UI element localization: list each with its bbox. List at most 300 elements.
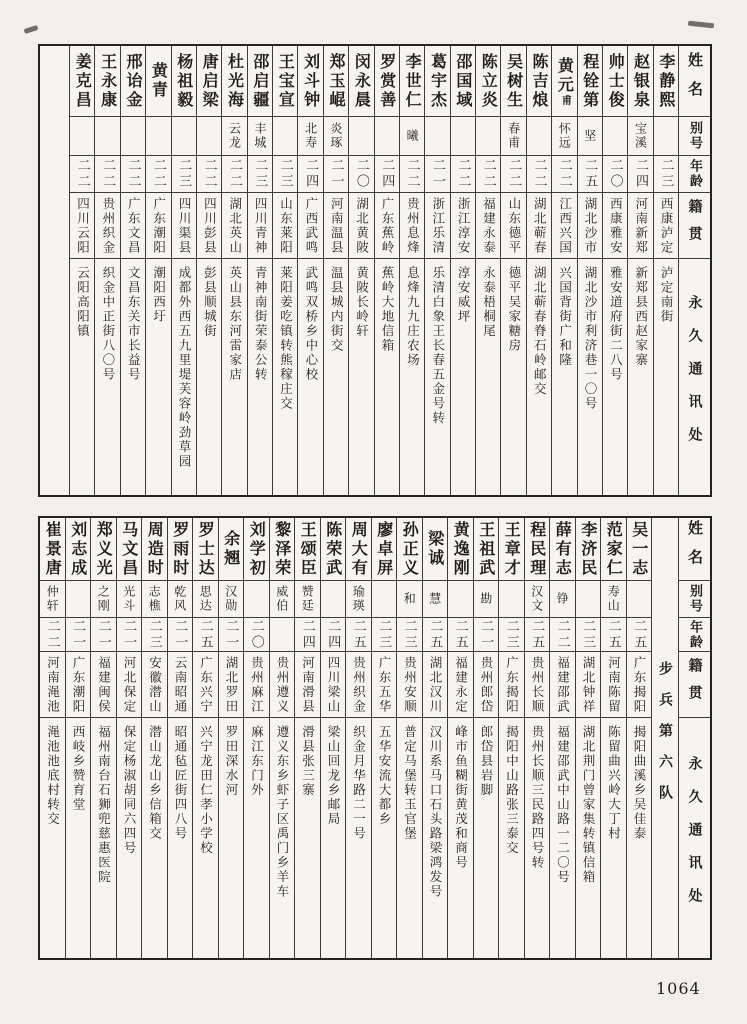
origin-cell — [578, 193, 602, 259]
alias-cell — [346, 581, 371, 618]
name-cell — [193, 518, 218, 581]
address-cell — [270, 718, 295, 958]
origin-cell — [298, 193, 322, 259]
address-cell — [244, 718, 269, 958]
age-cell — [474, 618, 499, 652]
person-column — [94, 46, 119, 495]
name-cell-text: 梁诚 — [425, 530, 445, 568]
address-cell-text: 福州南台石狮兜慈惠医院 — [96, 725, 112, 885]
origin-cell — [451, 193, 475, 259]
origin-cell — [193, 652, 218, 718]
address-cell-text: 乐清白象王长春五金号转 — [430, 266, 446, 426]
origin-cell — [117, 652, 142, 718]
address-cell — [372, 718, 397, 958]
age-cell-text: 二〇 — [607, 158, 623, 190]
origin-cell-text: 福建邵武 — [555, 655, 571, 714]
age-cell — [91, 618, 116, 652]
name-cell-small-suffix: 甫 — [559, 95, 571, 105]
origin-cell-text: 河北保定 — [122, 655, 137, 714]
age-cell-text: 二五 — [582, 158, 598, 190]
age-cell-text: 二五 — [197, 618, 213, 651]
header-address-cell — [679, 259, 710, 495]
address-cell — [117, 718, 142, 958]
age-cell-text: 二一 — [223, 618, 239, 651]
address-cell — [451, 259, 475, 495]
roster-table-lower-infantry-sixth-squad — [38, 516, 712, 960]
alias-cell — [578, 117, 602, 156]
origin-cell-text: 湖北黄陂 — [354, 196, 370, 255]
alias-cell — [117, 581, 142, 618]
origin-cell-text: 浙江淳安 — [456, 196, 472, 255]
name-cell-text: 李静熙 — [656, 52, 676, 110]
origin-cell — [576, 652, 601, 718]
address-cell — [552, 259, 576, 495]
address-cell-text: 昭通毡匠街四八号 — [173, 725, 188, 841]
age-cell — [172, 156, 196, 193]
header-column — [678, 46, 710, 495]
origin-cell-text: 贵州织金 — [351, 655, 367, 714]
origin-cell — [146, 193, 170, 259]
address-cell-text: 贵州长顺三民路四号转 — [530, 725, 545, 870]
origin-cell-text: 贵州织金 — [100, 196, 116, 255]
origin-cell — [525, 652, 550, 718]
person-column — [475, 46, 500, 495]
address-cell — [298, 259, 322, 495]
origin-cell — [372, 652, 397, 718]
name-cell-text: 王宝宣 — [276, 52, 296, 110]
address-cell-text: 郎岱县岩脚 — [479, 725, 494, 798]
name-cell — [578, 46, 602, 117]
age-cell-text: 二二 — [125, 158, 141, 190]
address-cell-text: 汉川系马口石头路梁鸿发号 — [428, 725, 443, 899]
person-column — [424, 46, 449, 495]
age-cell-text: 二一 — [172, 618, 188, 651]
name-cell — [295, 518, 320, 581]
address-cell-text: 英山县东河雷家店 — [227, 266, 243, 382]
alias-cell — [474, 581, 499, 618]
address-cell-text: 梁山回龙乡邮局 — [326, 725, 341, 827]
alias-cell — [298, 117, 322, 156]
name-cell — [91, 518, 116, 581]
origin-cell-text: 广东兴宁 — [198, 655, 214, 714]
person-column — [40, 518, 65, 958]
empty-trailing-column — [40, 46, 69, 495]
age-cell-text: 二四 — [299, 618, 315, 651]
name-cell — [527, 46, 551, 117]
name-cell — [273, 46, 297, 117]
origin-cell-text: 河南陈留 — [606, 655, 622, 714]
name-cell — [66, 518, 91, 581]
alias-cell — [627, 581, 652, 618]
age-cell — [219, 618, 244, 652]
origin-cell-text: 河南渑池 — [45, 655, 61, 714]
name-cell-text: 吴一志 — [629, 520, 649, 578]
alias-cell — [423, 581, 448, 618]
alias-cell — [476, 117, 500, 156]
address-cell — [425, 259, 449, 495]
name-cell — [197, 46, 221, 117]
address-cell-text: 德平吴家糖房 — [506, 266, 522, 353]
person-column — [145, 46, 170, 495]
origin-cell — [40, 652, 65, 718]
header-alias-cell — [679, 117, 710, 156]
person-column — [65, 518, 91, 958]
origin-cell — [219, 652, 244, 718]
address-cell-text: 云阳高阳镇 — [75, 266, 91, 339]
header-name-cell — [679, 518, 710, 581]
alias-cell — [95, 117, 119, 156]
person-column — [348, 46, 373, 495]
name-cell — [270, 518, 295, 581]
age-cell-text: 二五 — [427, 618, 443, 651]
address-cell-text: 潜山龙山乡信箱交 — [147, 725, 163, 841]
name-cell-text: 郑玉崐 — [326, 52, 346, 110]
origin-cell — [448, 652, 473, 718]
origin-cell — [66, 652, 91, 718]
address-cell-text: 兴宁龙田仁孝小学校 — [198, 725, 214, 856]
alias-cell — [40, 581, 65, 618]
age-cell — [324, 156, 348, 193]
alias-cell-text: 志樵 — [147, 585, 162, 613]
origin-cell-text: 福建永泰 — [481, 196, 497, 255]
alias-cell — [324, 117, 348, 156]
address-cell — [423, 718, 448, 958]
age-cell-text: 二一 — [328, 158, 344, 190]
person-column — [500, 46, 525, 495]
origin-cell — [197, 193, 221, 259]
origin-cell-text: 贵州息烽 — [405, 196, 421, 255]
name-cell-text: 王颂臣 — [298, 520, 318, 578]
address-cell — [474, 718, 499, 958]
origin-cell — [70, 193, 94, 259]
header-name-cell-text: 姓名 — [686, 520, 704, 578]
alias-cell — [193, 581, 218, 618]
person-column — [167, 518, 193, 958]
name-cell-text: 孙正义 — [400, 520, 420, 578]
address-cell-text: 息烽九九庄农场 — [405, 266, 421, 368]
alias-cell-text: 威伯 — [274, 585, 289, 613]
alias-cell — [244, 581, 269, 618]
origin-cell — [168, 652, 193, 718]
person-column — [575, 518, 601, 958]
address-cell-text: 揭阳中山路张三泰交 — [504, 725, 520, 856]
age-cell-text: 二三 — [401, 618, 417, 651]
age-cell — [248, 156, 272, 193]
name-cell-text: 周大有 — [349, 520, 369, 578]
alias-cell — [552, 117, 576, 156]
alias-cell-text: 云龙 — [227, 122, 242, 150]
alias-cell — [525, 581, 550, 618]
age-cell — [346, 618, 371, 652]
age-cell-text: 二二 — [74, 158, 90, 190]
address-cell-text: 湖北蕲春脊石岭邮交 — [532, 266, 548, 397]
age-cell — [66, 618, 91, 652]
age-cell — [601, 618, 626, 652]
origin-cell-text: 四川渠县 — [176, 196, 192, 255]
age-cell — [168, 618, 193, 652]
origin-cell-text: 四川梁山 — [326, 655, 341, 714]
address-cell — [40, 718, 65, 958]
age-cell — [425, 156, 449, 193]
name-cell — [601, 518, 626, 581]
alias-cell — [197, 117, 221, 156]
address-cell-text: 麻江东门外 — [249, 725, 265, 798]
origin-cell — [654, 193, 678, 259]
person-column — [272, 46, 297, 495]
age-cell — [142, 618, 167, 652]
origin-cell — [476, 193, 500, 259]
alias-cell — [400, 117, 424, 156]
name-cell — [550, 518, 575, 581]
age-cell-text: 二三 — [658, 158, 674, 190]
name-cell-text: 廖卓屏 — [374, 520, 394, 578]
origin-cell-text: 广东潮阳 — [151, 196, 167, 255]
person-column — [627, 46, 652, 495]
age-cell — [375, 156, 399, 193]
name-cell — [501, 46, 525, 117]
name-cell — [423, 518, 448, 581]
name-cell-text: 唐启梁 — [200, 52, 220, 110]
alias-cell — [70, 117, 94, 156]
name-cell-text: 杜光海 — [225, 52, 245, 110]
origin-cell-text: 湖北罗田 — [224, 655, 239, 714]
address-cell — [324, 259, 348, 495]
origin-cell-text: 四川云阳 — [75, 196, 91, 255]
address-cell — [172, 259, 196, 495]
address-cell-text: 滑县张三寨 — [300, 725, 316, 798]
alias-cell — [168, 581, 193, 618]
alias-cell-text: 仲轩 — [45, 585, 60, 613]
address-cell — [550, 718, 575, 958]
age-cell-text: 二一 — [478, 618, 494, 651]
alias-cell — [321, 581, 346, 618]
age-cell-text: 二五 — [605, 618, 621, 651]
origin-cell-text: 广东文昌 — [126, 196, 142, 255]
address-cell-text: 武鸣双桥乡中心校 — [303, 266, 319, 382]
person-column — [422, 518, 448, 958]
address-cell-text: 兴国背街广和隆 — [557, 266, 573, 368]
person-column — [192, 518, 218, 958]
address-cell-text: 文昌东关市长益号 — [126, 266, 142, 382]
name-cell — [219, 518, 244, 581]
section-label-cell-text: 步兵第六队 — [657, 660, 673, 816]
age-cell — [117, 618, 142, 652]
address-cell — [295, 718, 320, 958]
origin-cell — [601, 652, 626, 718]
alias-cell-text: 曦 — [405, 129, 420, 143]
address-cell-text: 罗田深水河 — [224, 725, 239, 798]
alias-cell-text: 乾风 — [172, 585, 187, 613]
address-cell-text: 成都外西五九里堤芙容岭劲草园 — [176, 266, 192, 469]
age-cell-text: 二一 — [95, 618, 111, 651]
age-cell-text: 二〇 — [353, 158, 369, 190]
person-column — [396, 518, 422, 958]
age-cell — [321, 618, 346, 652]
age-cell — [448, 618, 473, 652]
address-cell — [219, 718, 244, 958]
alias-cell-text: 丰城 — [252, 122, 267, 150]
age-cell — [628, 156, 652, 193]
header-origin-cell-text: 籍贯 — [686, 657, 703, 712]
alias-cell — [219, 581, 244, 618]
person-column — [323, 46, 348, 495]
name-cell-text: 罗雨时 — [170, 520, 190, 578]
person-column — [171, 46, 196, 495]
name-cell — [476, 46, 500, 117]
name-cell — [321, 518, 346, 581]
address-cell-text: 保定杨淑胡同六四号 — [122, 725, 137, 856]
person-column — [447, 518, 473, 958]
name-cell-text: 陈荣武 — [323, 520, 343, 578]
name-cell-text: 刘学初 — [247, 520, 267, 578]
person-column — [374, 46, 399, 495]
age-cell — [273, 156, 297, 193]
address-cell-text: 织金月华路二一号 — [351, 725, 367, 841]
age-cell-text: 二二 — [506, 158, 522, 190]
age-cell-text: 二四 — [325, 618, 341, 651]
name-cell-text: 范家仁 — [604, 520, 624, 578]
origin-cell — [324, 193, 348, 259]
address-cell — [273, 259, 297, 495]
name-cell-text: 姜克昌 — [73, 52, 93, 110]
address-cell-text: 潮阳西圩 — [151, 266, 167, 324]
address-cell — [476, 259, 500, 495]
scan-artifact-top-left — [24, 25, 39, 34]
alias-cell — [576, 581, 601, 618]
name-cell — [172, 46, 196, 117]
alias-cell-text: 汉勋 — [223, 585, 238, 613]
section-label-cell — [652, 518, 678, 958]
name-cell — [244, 518, 269, 581]
address-cell-text: 峰市鱼糊街黄茂和商号 — [453, 725, 469, 870]
header-origin-cell — [679, 193, 710, 259]
person-column — [196, 46, 221, 495]
header-age-cell — [679, 618, 710, 652]
address-cell-text: 新郑县西赵家寨 — [633, 266, 649, 368]
alias-cell — [146, 117, 170, 156]
origin-cell-text: 贵州遵义 — [275, 655, 290, 714]
origin-cell — [349, 193, 373, 259]
name-cell — [70, 46, 94, 117]
origin-cell-text: 湖北钟祥 — [581, 655, 596, 714]
name-cell — [117, 518, 142, 581]
address-cell — [197, 259, 221, 495]
origin-cell-text: 贵州长顺 — [530, 655, 545, 714]
origin-cell — [628, 193, 652, 259]
name-cell — [121, 46, 145, 117]
alias-cell-text: 春甫 — [506, 122, 521, 150]
origin-cell-text: 广东蕉岭 — [379, 196, 395, 255]
address-cell — [66, 718, 91, 958]
age-cell — [552, 156, 576, 193]
address-cell-text: 陈留曲兴岭大丁村 — [606, 725, 622, 841]
address-cell-text: 西岐乡赞育堂 — [71, 725, 86, 812]
name-cell — [222, 46, 246, 117]
age-cell — [193, 618, 218, 652]
origin-cell-text: 福建永定 — [453, 655, 469, 714]
address-cell — [193, 718, 218, 958]
address-cell — [70, 259, 94, 495]
header-alias-cell — [679, 581, 710, 618]
origin-cell — [321, 652, 346, 718]
age-cell-text: 二四 — [303, 158, 319, 190]
origin-cell — [295, 652, 320, 718]
origin-cell — [501, 193, 525, 259]
alias-cell — [273, 117, 297, 156]
age-cell — [121, 156, 145, 193]
age-cell-text: 二二 — [226, 158, 242, 190]
age-cell — [627, 618, 652, 652]
age-cell-text: 二二 — [531, 158, 547, 190]
origin-cell-text: 湖北蕲春 — [532, 196, 548, 255]
origin-cell — [244, 652, 269, 718]
alias-cell — [248, 117, 272, 156]
name-cell-text: 黎泽荣 — [272, 520, 292, 578]
origin-cell-text: 安徽潜山 — [147, 655, 163, 714]
age-cell-text: 二五 — [529, 618, 545, 651]
address-cell — [525, 718, 550, 958]
alias-cell-text: 之刚 — [96, 585, 111, 613]
age-cell-text: 二三 — [176, 158, 192, 190]
person-column — [498, 518, 524, 958]
origin-cell — [91, 652, 116, 718]
age-cell — [578, 156, 602, 193]
address-cell — [527, 259, 551, 495]
origin-cell-text: 云南昭通 — [173, 655, 188, 714]
age-cell-text: 二三 — [580, 618, 596, 651]
name-cell — [95, 46, 119, 117]
name-cell — [324, 46, 348, 117]
name-cell-text: 邵启疆 — [250, 52, 270, 110]
name-cell-text: 马文昌 — [119, 520, 139, 578]
origin-cell-text: 河南温县 — [329, 196, 345, 255]
person-column — [141, 518, 167, 958]
header-address-cell — [679, 718, 710, 958]
alias-cell — [601, 581, 626, 618]
age-cell — [70, 156, 94, 193]
name-cell-text: 刘斗钟 — [301, 52, 321, 110]
age-cell — [525, 618, 550, 652]
alias-cell-text: 炎琢 — [328, 122, 343, 150]
address-cell — [142, 718, 167, 958]
person-column — [371, 518, 397, 958]
age-cell-text: 二五 — [350, 618, 366, 651]
person-column — [399, 46, 424, 495]
alias-cell-text: 勘 — [478, 592, 493, 606]
header-address-cell-text: 永久通讯处 — [686, 294, 703, 460]
age-cell — [270, 618, 295, 652]
origin-cell-text: 广东揭阳 — [632, 655, 647, 714]
name-cell-text: 罗赏善 — [377, 52, 397, 110]
age-cell — [244, 618, 269, 652]
origin-cell — [222, 193, 246, 259]
person-column — [549, 518, 575, 958]
age-cell-text: 二五 — [452, 618, 468, 651]
address-cell-text: 泸定南街 — [659, 266, 675, 324]
header-age-cell-text: 年龄 — [687, 159, 702, 189]
roster-table-upper — [38, 44, 712, 497]
name-cell-text: 赵银泉 — [631, 52, 651, 110]
person-column — [345, 518, 371, 958]
name-cell-text: 陈吉烺 — [529, 52, 549, 110]
name-cell — [298, 46, 322, 117]
name-cell-text: 李济民 — [578, 520, 598, 578]
person-column — [473, 518, 499, 958]
address-cell — [346, 718, 371, 958]
alias-cell-text: 和 — [402, 592, 417, 606]
age-cell-text: 二二 — [150, 158, 166, 190]
age-cell-text: 二三 — [503, 618, 519, 651]
